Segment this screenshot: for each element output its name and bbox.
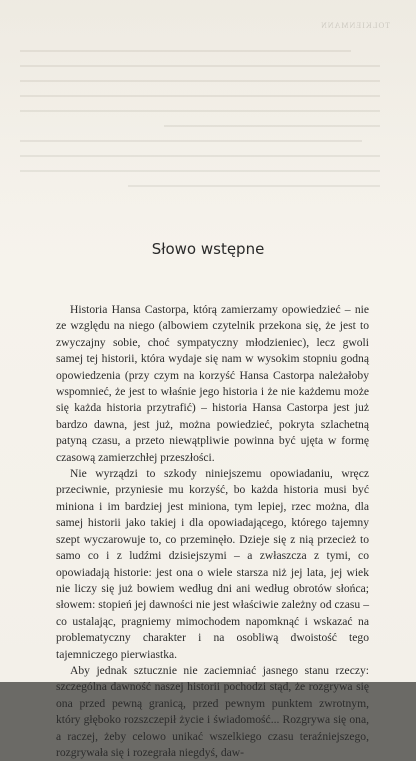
paragraph: Historia Hansa Castorpa, którą zamierzamy opowiedzieć – nie ze względu na niego (albowiem czytelnik przekona się, że jest to zwyczajny sobie, choć sympatyczny młodzieniec), lecz gwoli samej tej historii, która wydaje się nam w wysokim stopniu godną opowiedzenia (przy czym na korzyść Hansa Castorpa należałoby wspomnieć, że jest to właśnie jego historia i że nie każdemu może się każda historia przytrafić) – historia Hansa Castorpa jest już bardzo dawna, jest już, można powiedzieć, pokryta szlachetną patyną czasu, a przeto niewątpliwie powinna być ujęta w formę czasową zamierzchłej przeszłości. <box>56 303 369 464</box>
paragraph: Nie wyrządzi to szkody niniejszemu opowiadaniu, wręcz przeciwnie, przyniesie mu korzyść, bo każda historia musi być miniona i im bardziej jest miniona, tym lepiej, rzec można, dla samej historii jako takiej i dla opowiadającego, którego tajemny szept wyczarowuje to, co przeminęło. Dzieje się z nią przecież to samo co i z ludźmi dzisiejszymi – a zwłaszcza z tymi, co opowiadają historie: jest ona o wiele starsza niż jej lata, jej wiek nie liczy się już bowiem według dni ani według obrotów słońca; słowem: stopień jej dawności nie jest właściwie zależny od czasu – co ustalając, pragniemy mimochodem napomknąć i wskazać na problematyczny charakter i na osobliwą dwoistość tego tajemniczego pierwiastka. <box>56 467 369 661</box>
bleed-through-header: TOLKIENMANN <box>320 21 390 30</box>
bleed-through-lines <box>20 50 380 200</box>
bleed-through-area <box>0 0 416 215</box>
chapter-body <box>56 302 369 761</box>
paragraph: Aby jednak sztucznie nie zaciemniać jasnego stanu rzeczy: szczególna dawność naszej historii pochodzi stąd, że rozgrywa się ona przed pewną granicą, przed pewnym punktem zwrotnym, który głęboko rozszczepił życie i świadomość... Rozgrywa się ona, a raczej, żeby celowo unikać wszelkiego czasu teraźniejszego, rozgrywała się i rozegrała niegdyś, daw- <box>56 663 369 759</box>
chapter-title: Słowo wstępne <box>151 240 265 258</box>
